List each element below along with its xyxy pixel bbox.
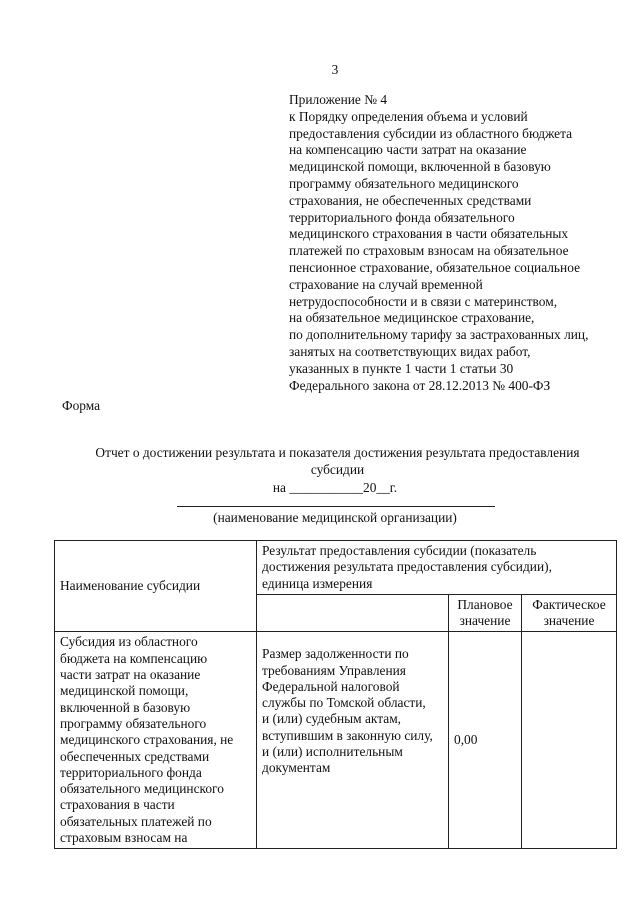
report-date-line: на ___________20__г. <box>272 480 398 495</box>
organization-name-caption: (наименование медицинской организации) <box>213 510 457 525</box>
appendix-line: на компенсацию части затрат на оказание <box>289 142 527 158</box>
row-actual-value <box>522 632 617 849</box>
header-result <box>257 541 617 595</box>
appendix-line: программу обязательного медицинского <box>289 175 519 191</box>
appendix-line: нетрудоспособности и в связи с материнством, <box>289 293 558 309</box>
appendix-line: страхования, не обеспеченных средствами <box>289 192 532 208</box>
row-name-line: территориального фонда <box>60 764 202 780</box>
appendix-line: медицинской помощи, включенной в базовую <box>289 159 551 175</box>
row-result-line: требованиям Управления <box>262 662 406 678</box>
header-result-line: единица измерения <box>262 575 373 591</box>
header-planned-value <box>449 594 522 632</box>
appendix-line: Федерального закона от 28.12.2013 № 400-ФЗ <box>289 377 551 393</box>
row-name-line: страхования в части <box>60 797 175 813</box>
row-result-line: службы по Томской области, <box>262 695 426 711</box>
row-name-line: включенной в базовую <box>60 699 191 715</box>
organization-name-underline <box>177 506 495 507</box>
appendix-line: предоставления субсидии из областного бюджета <box>289 125 573 141</box>
row-result-line: вступившим в законную силу, <box>262 727 433 743</box>
row-name-line: обязательных платежей по <box>60 813 212 829</box>
row-result-line: и (или) исполнительным <box>262 744 403 759</box>
form-label: Форма <box>62 398 101 413</box>
row-name-line: части затрат на оказание <box>60 667 201 683</box>
report-title-line-1: Отчет о достижении результата и показателя достижения результата предоставления <box>95 445 580 460</box>
row-name-line: медицинского страхования, не <box>60 732 234 748</box>
appendix-line: к Порядку определения объема и условий <box>289 108 528 124</box>
header-plan-line: значение <box>459 613 511 629</box>
row-name-line: обязательного медицинского <box>60 781 224 797</box>
report-title-line-2: субсидии <box>310 461 365 477</box>
appendix-line: на обязательное медицинское страхование, <box>289 310 535 326</box>
appendix-line: страхование на случай временной <box>289 276 483 292</box>
row-name-line: медицинской помощи, <box>60 683 189 699</box>
row-result-line: Размер задолженности по <box>262 646 409 662</box>
header-fact-line: Фактическое <box>532 596 606 612</box>
row-subsidy-name <box>55 632 257 849</box>
table-row <box>55 632 617 849</box>
appendix-line: по дополнительному тарифу за застрахованных лиц, <box>289 327 589 343</box>
page-number: 3 <box>331 62 339 77</box>
appendix-line: указанных в пункте 1 части 1 статьи 30 <box>289 360 514 376</box>
header-fact-line: значение <box>543 613 595 629</box>
header-actual-value <box>522 594 617 632</box>
report-title <box>60 445 615 478</box>
appendix-line: медицинского страхования в части обязательных <box>289 226 569 242</box>
row-result-description <box>257 632 449 849</box>
appendix-header <box>289 92 629 394</box>
row-name-line: страховым взносам на <box>60 830 188 846</box>
row-result-line: Федеральной налоговой <box>262 678 400 694</box>
appendix-line: пенсионное страхование, обязательное социальное <box>289 259 581 275</box>
report-table <box>54 540 617 849</box>
header-result-line: Результат предоставления субсидии (показатель <box>262 543 537 558</box>
row-result-line: и (или) судебным актам, <box>262 711 402 727</box>
row-name-line: программу обязательного <box>60 715 207 731</box>
header-result-subcell <box>257 594 449 632</box>
row-name-line: обеспеченных средствами <box>60 748 210 764</box>
appendix-line: занятых на соответствующих видах работ, <box>289 343 531 359</box>
row-name-line: бюджета на компенсацию <box>60 650 208 666</box>
row-name-line: Субсидия из областного <box>60 634 198 650</box>
appendix-line: территориального фонда обязательного <box>289 209 515 225</box>
appendix-line: Приложение № 4 <box>289 92 388 107</box>
row-planned-value: 0,00 <box>449 632 522 849</box>
header-subsidy-name: Наименование субсидии <box>55 541 257 632</box>
header-plan-line: Плановое <box>457 596 513 612</box>
header-result-line: достижения результата предоставления субсидии), <box>262 559 552 575</box>
appendix-line: платежей по страховым взносам на обязательное <box>289 243 569 259</box>
row-result-line: документам <box>262 760 331 776</box>
